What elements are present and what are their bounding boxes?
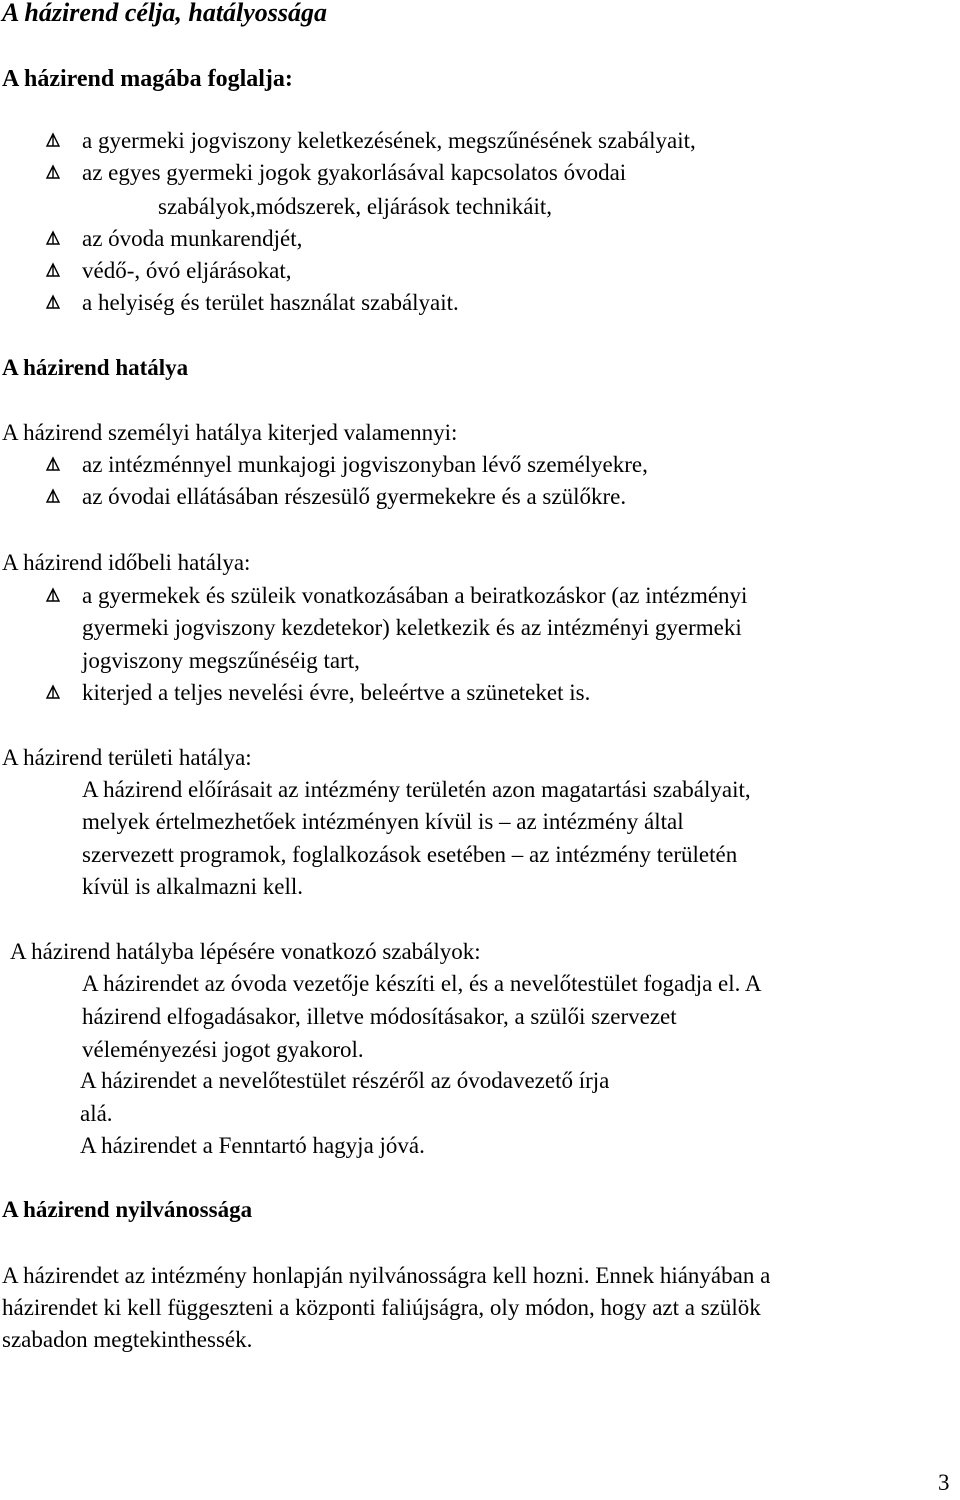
list-item: védő-, óvó eljárásokat, [82, 258, 292, 283]
time-scope-intro: A házirend időbeli hatálya: [2, 550, 251, 575]
section-title-contents: A házirend magába foglalja: [2, 66, 293, 92]
effect-rules-intro: A házirend hatályba lépésére vonatkozó szabályok: [10, 939, 481, 964]
paragraph-line: A házirendet a nevelőtestület részéről az óvodavezető írja [80, 1068, 610, 1093]
page-number: 3 [938, 1470, 950, 1495]
triangle-bullet-icon [44, 455, 62, 473]
paragraph-line: házirendet ki kell függeszteni a központi faliújságra, oly módon, hogy azt a szülök [2, 1295, 761, 1320]
triangle-bullet-icon [44, 261, 62, 279]
paragraph-line: A házirendet a Fenntartó hagyja jóvá. [80, 1133, 425, 1158]
paragraph-line: szabadon megtekinthessék. [2, 1327, 253, 1352]
triangle-bullet-icon [44, 131, 62, 149]
section-title-publicity: A házirend nyilvánossága [2, 1197, 253, 1222]
triangle-bullet-icon [44, 586, 62, 604]
list-item: kiterjed a teljes nevelési évre, beleértve a szüneteket is. [82, 680, 591, 705]
paragraph-line: alá. [80, 1101, 113, 1126]
list-item: a helyiség és terület használat szabályait. [82, 290, 459, 315]
list-item: az egyes gyermeki jogok gyakorlásával kapcsolatos óvodai [82, 160, 627, 185]
paragraph-line: A házirendet az óvoda vezetője készíti el, és a nevelőtestület fogadja el. A [82, 971, 762, 996]
paragraph-line: kívül is alkalmazni kell. [82, 874, 304, 899]
paragraph-line: A házirendet az intézmény honlapján nyilvánosságra kell hozni. Ennek hiányában a [2, 1263, 771, 1288]
list-item-continuation: jogviszony megszűnéséig tart, [82, 648, 360, 673]
triangle-bullet-icon [44, 293, 62, 311]
page-title: A házirend célja, hatályossága [2, 0, 328, 27]
list-item: a gyermeki jogviszony keletkezésének, megszűnésének szabályait, [82, 128, 696, 153]
area-scope-intro: A házirend területi hatálya: [2, 745, 252, 770]
list-item: az intézménnyel munkajogi jogviszonyban lévő személyekre, [82, 452, 648, 477]
list-item: az óvoda munkarendjét, [82, 226, 303, 251]
paragraph-line: véleményezési jogot gyakorol. [82, 1037, 364, 1062]
paragraph-line: szervezett programok, foglalkozások esetében – az intézmény területén [82, 842, 738, 867]
triangle-bullet-icon [44, 487, 62, 505]
triangle-bullet-icon [44, 229, 62, 247]
paragraph-line: A házirend előírásait az intézmény területén azon magatartási szabályait, [82, 777, 751, 802]
personal-scope-intro: A házirend személyi hatálya kiterjed valamennyi: [2, 420, 458, 445]
paragraph-line: házirend elfogadásakor, illetve módosításakor, a szülői szervezet [82, 1004, 677, 1029]
triangle-bullet-icon [44, 163, 62, 181]
triangle-bullet-icon [44, 683, 62, 701]
list-item-continuation: szabályok,módszerek, eljárások technikáit, [158, 194, 553, 219]
list-item: a gyermekek és szüleik vonatkozásában a beiratkozáskor (az intézményi [82, 583, 748, 608]
list-item-continuation: gyermeki jogviszony kezdetekor) keletkezik és az intézményi gyermeki [82, 615, 742, 640]
paragraph-line: melyek értelmezhetőek intézményen kívül is – az intézmény által [82, 809, 684, 834]
section-title-scope: A házirend hatálya [2, 355, 189, 380]
list-item: az óvodai ellátásában részesülő gyermekekre és a szülőkre. [82, 484, 627, 509]
